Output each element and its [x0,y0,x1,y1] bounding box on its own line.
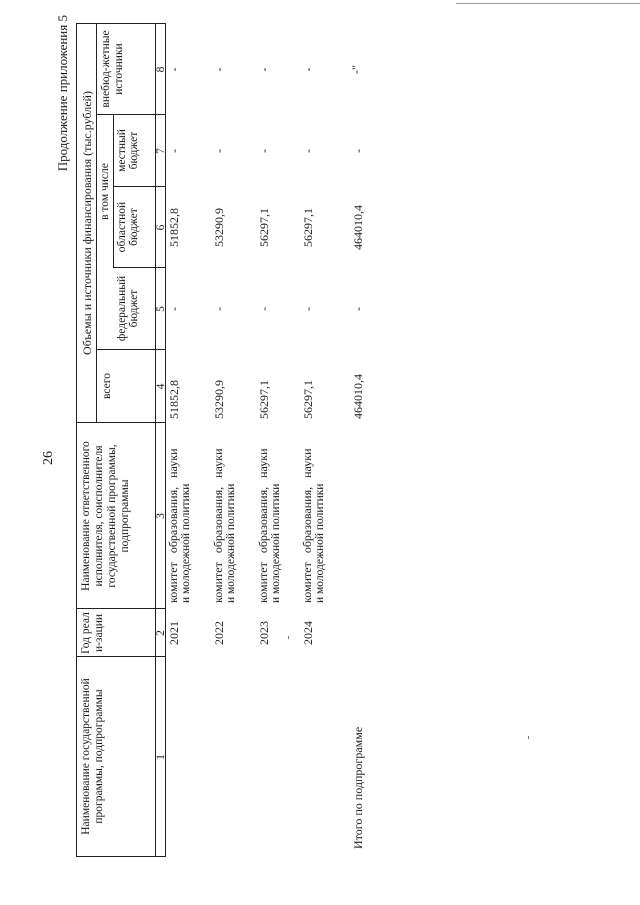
row-2023-local: - [257,149,271,153]
col-number-4: 4 [155,383,167,390]
row-2021-executor-line1: комитет образования, науки [166,448,180,603]
funding-header-line [96,23,97,423]
row-2023-total: 56297,1 [257,380,271,419]
table-border-top [76,23,77,857]
row-2021-federal: - [167,307,181,311]
row-2023-regional: 56297,1 [257,208,271,247]
col-number-6: 6 [155,224,167,231]
total-row-local: - [351,149,365,153]
row-2022-extra: - [212,67,226,72]
appendix-note: Продолжение приложения 5 [55,15,70,172]
header-program-name: Наименование государственной программы, подпрограммы [80,678,105,835]
total-row-total: 464010,4 [351,374,365,419]
total-row-label: Итого по подпрограмме [351,726,365,849]
row-2023-executor-line2: и молодежной политики [270,483,282,603]
col-number-7: 7 [155,148,167,154]
header-total: всего [101,373,113,399]
row-2023-executor-line1: комитет образования, науки [256,448,270,603]
header-local: местный бюджет [116,129,140,172]
in-that-number-line [113,115,114,268]
header-funding: Объемы и источники финансирования (тыс.рублей) [80,91,94,355]
header-executor: Наименование ответственного исполнителя, соисполнителя государственной программы, подпрограммы [80,441,131,591]
row-2022-local: - [212,149,226,153]
row-2022-executor-line1: комитет образования, науки [211,448,225,603]
row-2023-year: 2023 [257,621,271,645]
row-2022-regional: 53290,9 [212,208,226,247]
table-border-right [76,23,166,24]
col-number-3: 3 [155,513,167,519]
row-2021-year: 2021 [167,621,181,645]
col-sep-3-4 [76,422,166,423]
col-number-2: 2 [155,630,167,636]
row-2024-total: 56297,1 [301,380,315,419]
total-row-regional: 464010,4 [351,205,365,250]
row-2022-executor-line2: и молодежной политики [225,483,237,603]
header-in-that-number: в том числе [99,163,111,220]
total-row-federal: - [351,307,365,311]
row-2024-year: 2024 [301,621,315,645]
col-number-5: 5 [155,306,167,312]
col-number-1: 1 [155,754,167,760]
total-row-extra: -" [349,65,363,74]
col-number-8: 8 [155,66,167,73]
row-2021-extra: - [167,67,181,72]
row-2024-executor-line1: комитет образования, науки [300,448,314,603]
header-extra: внебюд-жетные источники [100,30,125,108]
header-regional: областной бюджет [116,201,140,253]
col-sep-2-3 [76,608,166,609]
header-federal: федеральный бюджет [116,275,140,342]
row-2022-total: 53290,9 [212,380,226,419]
col-sep-1-2 [76,656,166,657]
row-2021-total: 51852,8 [167,380,181,419]
row-2022-federal: - [212,307,226,311]
row-2021-executor-line2: и молодежной политики [180,483,192,603]
row-2023-federal: - [257,307,271,311]
row-2022-year: 2022 [212,621,226,645]
table-border-left [76,856,166,857]
row-2021-regional: 51852,8 [167,208,181,247]
header-year: Год реали-зации [80,612,105,654]
row-2023-extra: - [257,67,271,72]
row-2021-local: - [167,149,181,153]
row-2024-extra: - [301,67,315,72]
page-number: 26 [41,451,56,465]
row-2024-executor-line2: и молодежной политики [314,483,326,603]
row-2024-regional: 56297,1 [301,208,315,247]
row-2024-federal: - [301,307,315,311]
row-2024-local: - [301,149,315,153]
